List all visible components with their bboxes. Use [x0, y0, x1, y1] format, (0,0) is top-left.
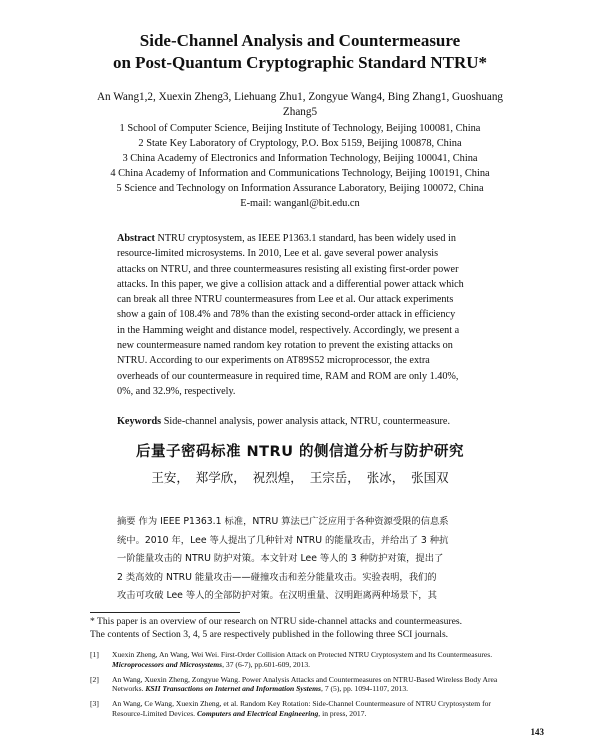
author-line-2: Zhang5	[282, 106, 318, 118]
footnote-divider	[90, 612, 240, 613]
author-line-1: An Wang1,2, Xuexin Zheng3, Liehuang Zhu1, Zongyue Wang4, Bing Zhang1, Guoshuang	[96, 91, 504, 103]
reference-list	[90, 650, 510, 724]
affiliation-1: 1 School of Computer Science, Beijing Institute of Technology, Beijing 100081, China	[119, 123, 481, 134]
reference-item	[90, 650, 510, 670]
reference-number: [2]	[90, 674, 99, 684]
reference-item	[90, 699, 510, 719]
keywords-label: Keywords	[117, 416, 162, 427]
affiliation-3: 3 China Academy of Electronics and Information Technology, Beijing 100041, China	[122, 153, 478, 164]
author-email: E-mail: wanganl@bit.edu.cn	[240, 198, 360, 209]
reference-number: [1]	[90, 650, 99, 659]
chinese-authors: 王安， 郑学欣， 祝烈煌， 王宗岳， 张冰， 张国双	[151, 470, 449, 485]
abstract-line: can break all three NTRU countermeasures from Lee et al. Our attack experiments	[117, 294, 454, 306]
reference-tail: , in press, 2017.	[318, 708, 367, 718]
reference-tail: , 7 (5), pp. 1094-1107, 2013.	[321, 684, 409, 694]
footnote	[90, 616, 510, 641]
abstract-line: resource-limited microsystems. In 2010, Lee et al. gave several power analysis	[117, 248, 439, 260]
abstract-line: NTRU. According to our experiments on AT89S52 microprocessor, the extra	[117, 355, 430, 367]
reference-text: Xuexin Zheng, An Wang, Wei Wei. First-Order Collision Attack on Protected NTRU Cryptosystem and Its Countermeasures.	[112, 650, 493, 659]
abstract-line: new countermeasure named random key rotation to prevent the existing attacks on	[117, 340, 453, 352]
keywords-text: Side-channel analysis, power analysis attack, NTRU, countermeasure.	[161, 416, 450, 427]
abstract-label: Abstract	[117, 233, 155, 244]
abstract-line: in the Hamming weight and distance model, respectively. Accordingly, we present a	[117, 324, 460, 336]
abstract	[117, 231, 485, 399]
reference-venue: KSII Transactions on Internet and Information Systems	[145, 684, 322, 694]
abstract-line: NTRU cryptosystem, as IEEE P1363.1 standard, has been widely used in	[154, 233, 456, 244]
reference-number: [3]	[90, 699, 99, 709]
footnote-line-1: * This paper is an overview of our research on NTRU side-channel attacks and countermeasures.	[90, 616, 462, 627]
affiliation-5: 5 Science and Technology on Information Assurance Laboratory, Beijing 100072, China	[116, 183, 484, 194]
affiliation-list	[70, 121, 530, 211]
chinese-abstract-line: 2 类高效的 NTRU 能量攻击——碰撞攻击和差分能量攻击。实验表明，我们的	[117, 571, 437, 583]
reference-venue: Computers and Electrical Engineering	[196, 708, 319, 718]
author-list	[80, 90, 520, 120]
chinese-abstract-line: 统中。2010 年，Lee 等人提出了几种针对 NTRU 的能量攻击，并给出了 3 种抗	[117, 534, 449, 546]
reference-tail: , 37 (6-7), pp.601-609, 2013.	[222, 659, 311, 669]
chinese-title: 后量子密码标准 NTRU 的侧信道分析与防护研究	[135, 444, 465, 460]
page-number: 143	[530, 727, 544, 737]
footnote-line-2: The contents of Section 3, 4, 5 are respectively published in the following three SCI journals.	[90, 628, 449, 640]
abstract-line: overheads of our countermeasure in required time, RAM and ROM are only 1.40%,	[117, 370, 459, 382]
chinese-abstract-line: 攻击可攻破 Lee 等人的全部防护对策。在汉明重量、汉明距离两种场景下，其	[117, 590, 437, 601]
abstract-line: 0%, and 32.9%, respectively.	[117, 385, 236, 397]
reference-venue: Microprocessors and Microsystems	[112, 659, 223, 669]
abstract-line: attacks on NTRU, and three countermeasures resisting all existing first-order power	[117, 263, 459, 275]
paper-title-line-1: Side-Channel Analysis and Countermeasure	[139, 31, 461, 50]
affiliation-4: 4 China Academy of Information and Communications Technology, Beijing 100191, China	[110, 168, 490, 179]
chinese-abstract-line: 一阶能量攻击的 NTRU 防护对策。本文针对 Lee 等人的 3 种防护对策，提出了	[117, 553, 444, 564]
paper-title-line-2: on Post-Quantum Cryptographic Standard NTRU*	[112, 53, 488, 72]
reference-item	[90, 675, 510, 695]
abstract-line: show a gain of 108.4% and 78% than the existing second-order attack in efficiency	[117, 309, 456, 321]
reference-text: An Wang, Ce Wang, Xuexin Zheng, et al. Random Key Rotation: Side-Channel Countermeasure of NTRU Cryptosystem for Resource-Limited Devices.	[112, 699, 491, 718]
chinese-abstract-line: 摘要 作为 IEEE P1363.1 标准，NTRU 算法已广泛应用于各种资源受限的信息系	[117, 516, 449, 527]
chinese-abstract	[117, 513, 487, 606]
abstract-line: attacks. In this paper, we give a collision attack and a differential power attack which	[117, 278, 464, 290]
reference-text: An Wang, Xuexin Zheng, Zongyue Wang. Power Analysis Attacks and Countermeasures on NTRU-Based Wireless Body Area Networks.	[112, 674, 498, 694]
keywords	[117, 416, 497, 427]
affiliation-2: 2 State Key Laboratory of Cryptology, P.O. Box 5159, Beijing 100878, China	[138, 138, 462, 149]
